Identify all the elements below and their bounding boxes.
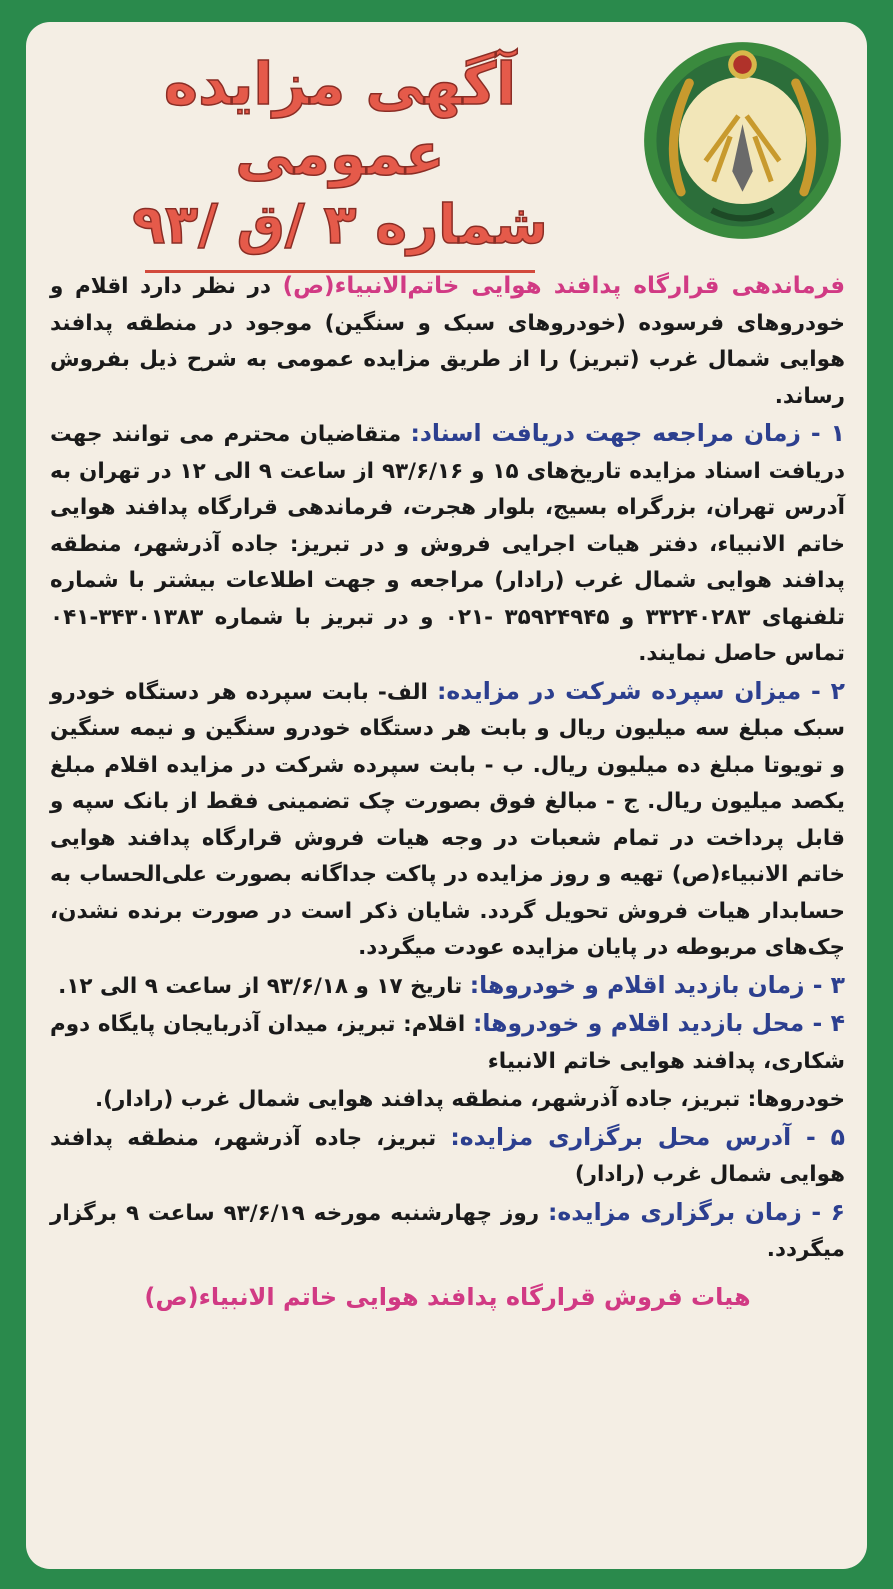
section-1-text: متقاضیان محترم می توانند جهت دریافت اسناد مزایده تاریخ‌های ۱۵ و ۹۳/۶/۱۶ از ساعت ۹ الی ۱۲ در تهران به آدرس تهران، بزرگراه بسیج، بلوار هجرت، فرماندهی قرارگاه پدافند هوایی خاتم الانبیاء، دفتر هیات اجرایی فروش و در تبریز: جاده آذرشهر، منطقه پدافند هوایی شمال غرب (رادار) مراجعه و جهت اطلاعات بیشتر با شماره تلفنهای ۳۳۲۴۰۲۸۳ و ۳۵۹۲۴۹۴۵ -۰۲۱ و در تبریز با شماره ۳۴۳۰۱۳۸۳-۰۴۱ تماس حاصل نمایند. bbox=[50, 422, 845, 666]
title-underline bbox=[145, 270, 535, 273]
section-6-heading: ۶ - زمان برگزاری مزایده: bbox=[547, 1197, 845, 1226]
section-1 bbox=[50, 415, 845, 673]
section-2 bbox=[50, 673, 845, 967]
section-5-text: تبریز، جاده آذرشهر، منطقه پدافند هوایی شمال غرب (رادار) bbox=[50, 1125, 845, 1187]
notice-titles bbox=[80, 50, 600, 273]
section-5 bbox=[50, 1119, 845, 1194]
section-2-heading: ۲ - میزان سپرده شرکت در مزایده: bbox=[437, 676, 845, 705]
section-4-vehicles bbox=[50, 1080, 845, 1119]
section-4-text: اقلام: تبریز، میدان آذربایجان پایگاه دوم شکاری، پدافند هوایی خاتم الانبیاء bbox=[50, 1012, 845, 1074]
notice-header bbox=[50, 38, 845, 268]
notice-title: آگهی مزایده عمومی bbox=[163, 50, 517, 188]
section-6 bbox=[50, 1194, 845, 1269]
air-defense-emblem-icon bbox=[640, 38, 845, 243]
section-4b-text: خودروها: تبریز، جاده آذرشهر، منطقه پدافند هوایی شمال غرب (رادار). bbox=[94, 1087, 845, 1112]
intro-org: فرماندهی قرارگاه پدافند هوایی خاتم‌الانبیاء(ص) bbox=[282, 273, 846, 299]
notice-body bbox=[50, 268, 845, 1269]
intro-text: در نظر دارد اقلام و خودروهای فرسوده (خودروهای سبک و سنگین) موجود در منطقه پدافند هوایی شمال غرب (تبریز) را از طریق مزایده عمومی به شرح ذیل بفروش رساند. bbox=[50, 274, 845, 409]
section-4-heading: ۴ - محل بازدید اقلام و خودروها: bbox=[472, 1009, 846, 1037]
notice-signature: هیات فروش قرارگاه پدافند هوایی خاتم الانبیاء(ص) bbox=[144, 1282, 751, 1311]
intro-paragraph bbox=[50, 268, 845, 415]
section-5-heading: ۵ - آدرس محل برگزاری مزایده: bbox=[450, 1122, 845, 1151]
section-1-heading: ۱ - زمان مراجعه جهت دریافت اسناد: bbox=[410, 419, 845, 447]
section-2-text: الف- بابت سپرده هر دستگاه خودرو سبک مبلغ سه میلیون ریال و بابت هر دستگاه خودرو سنگین و نیمه سنگین و تویوتا مبلغ ده میلیون ریال. ب - بابت سپرده شرکت در مزایده اقلام مبلغ یکصد میلیون ریال. ج - مبالغ فوق بصورت چک تضمینی فقط از بانک سپه و قابل پرداخت در تمام شعبات در وجه هیات فروش قرارگاه پدافند هوایی خاتم الانبیاء(ص) تهیه و روز مزایده در پاکت جداگانه بصورت علی‌الحساب به حسابدار هیات فروش تحویل گردد. شایان ذکر است در صورت برنده نشدن، چک‌های مربوطه در پایان مزایده عودت میگردد. bbox=[50, 679, 845, 960]
section-6-text: روز چهارشنبه مورخه ۹۳/۶/۱۹ ساعت ۹ برگزار میگردد. bbox=[50, 1200, 845, 1262]
section-3-heading: ۳ - زمان بازدید اقلام و خودروها: bbox=[469, 970, 845, 999]
section-4 bbox=[50, 1005, 845, 1080]
notice-number: شماره ۳ /ق /۹۳ bbox=[132, 193, 548, 257]
notice-paper bbox=[26, 22, 867, 1569]
section-3-text: تاریخ ۱۷ و ۹۳/۶/۱۸ از ساعت ۹ الی ۱۲. bbox=[58, 973, 470, 999]
section-3 bbox=[50, 967, 845, 1006]
